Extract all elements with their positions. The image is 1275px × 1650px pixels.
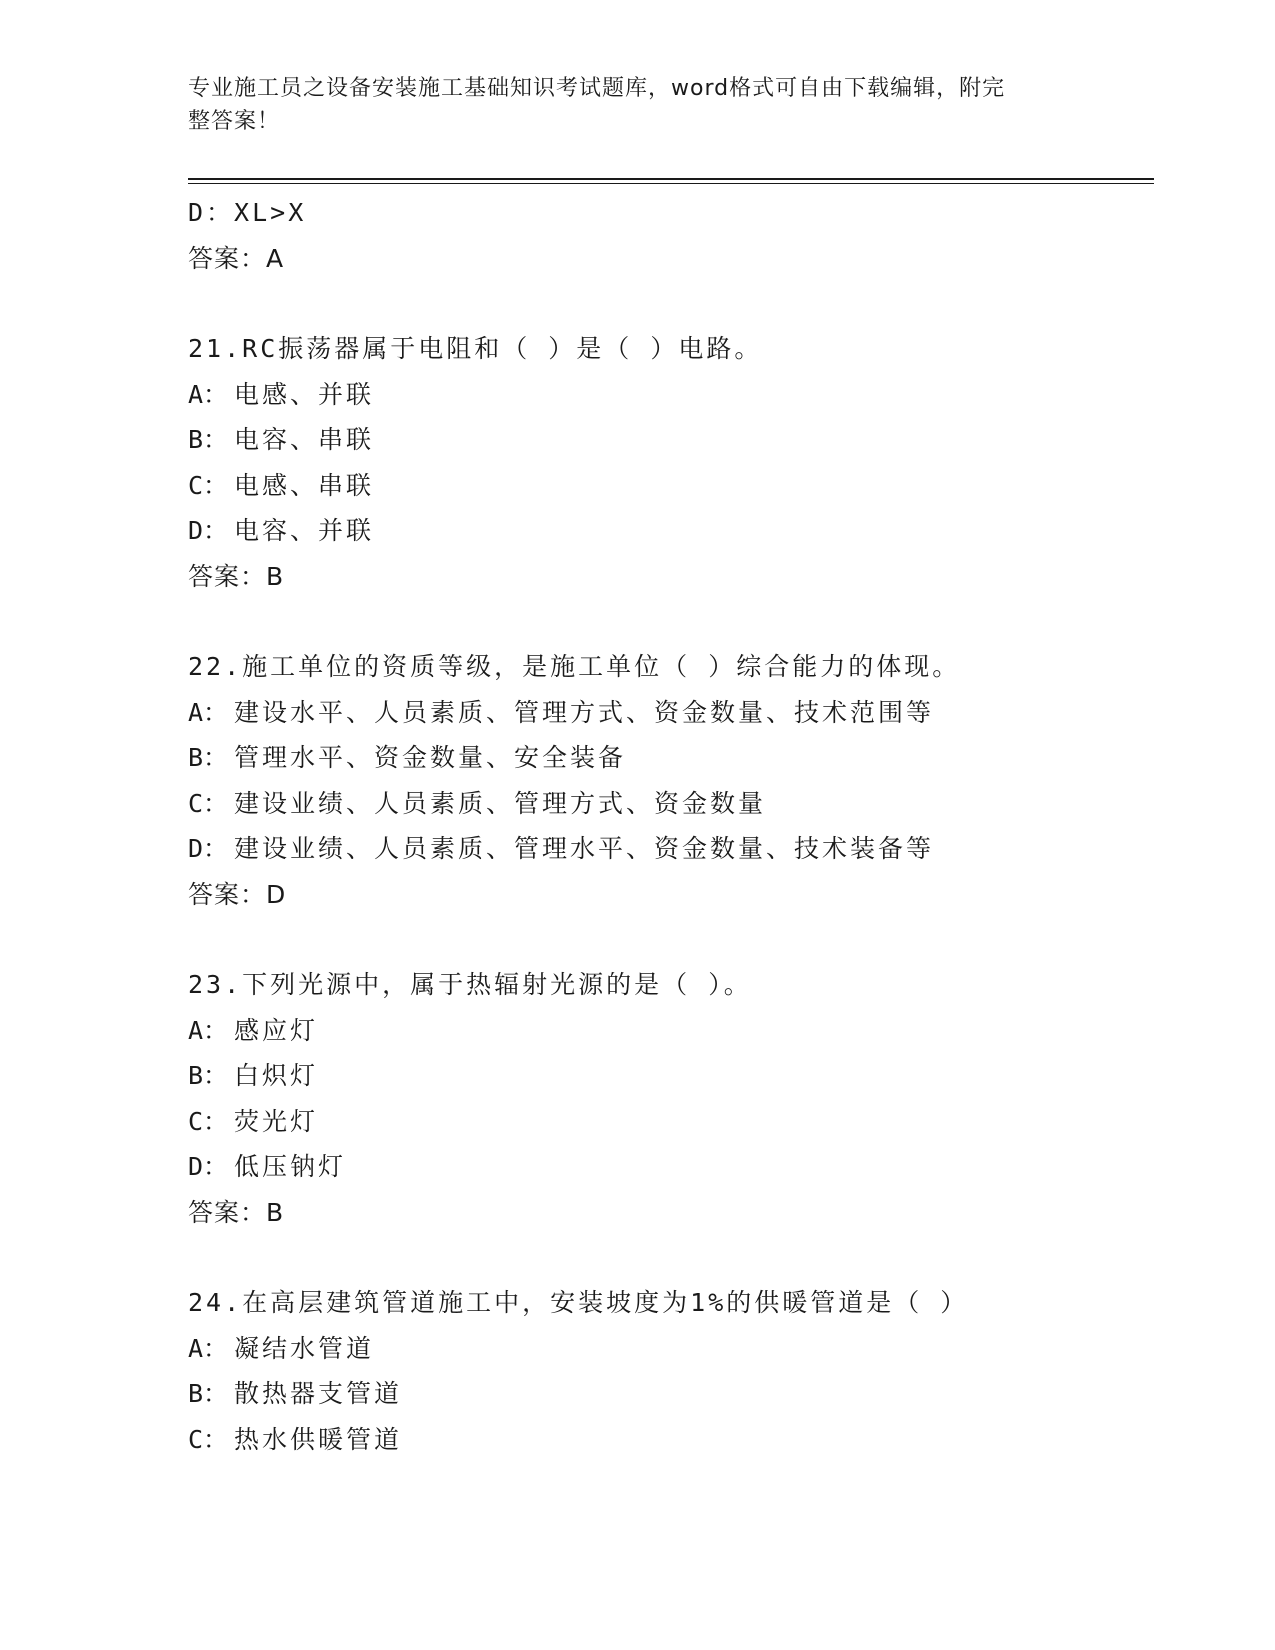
question-24 [188, 1280, 1148, 1462]
header-rule-thick [188, 178, 1154, 180]
continued-option-d: D：XL>X [188, 198, 307, 227]
option-letter: B： [188, 1061, 229, 1090]
option-text: 散热器支管道 [234, 1379, 403, 1408]
question-23 [188, 962, 1148, 1235]
option-text: 感应灯 [234, 1015, 319, 1045]
option-c [188, 463, 1148, 509]
option-letter: D： [188, 834, 229, 863]
question-stem: 21.RC振荡器属于电阻和（ ）是（ ）电路。 [188, 334, 763, 363]
spacer [188, 917, 1148, 962]
option-text: 管理水平、资金数量、安全装备 [234, 743, 627, 772]
option-text: 凝结水管道 [234, 1333, 375, 1363]
option-a [188, 690, 1148, 736]
spacer [188, 599, 1148, 644]
option-c [188, 1417, 1148, 1463]
option-text: 电感、并联 [234, 379, 375, 409]
question-stem: 23.下列光源中，属于热辐射光源的是（ ）。 [188, 970, 752, 999]
option-text: 白炽灯 [234, 1061, 319, 1090]
option-text: 低压钠灯 [234, 1152, 347, 1181]
option-a [188, 1326, 1148, 1372]
option-text: 电感、串联 [234, 470, 375, 500]
answer-line: 答案：B [188, 561, 285, 591]
answer-line: 答案：B [188, 1197, 285, 1227]
question-list [188, 190, 1148, 1462]
option-c [188, 781, 1148, 827]
option-a [188, 372, 1148, 418]
option-text: 建设水平、人员素质、管理方式、资金数量、技术范围等 [234, 697, 935, 727]
option-b [188, 1053, 1148, 1099]
option-letter: B： [188, 1379, 229, 1408]
answer-line: 答案：D [188, 879, 287, 909]
spacer [188, 1235, 1148, 1280]
question-stem: 24.在高层建筑管道施工中，安装坡度为1%的供暖管道是（ ） [188, 1288, 969, 1317]
header-line-1: 专业施工员之设备安装施工基础知识考试题库，word格式可自由下载编辑，附完 [188, 76, 1006, 101]
option-text: 建设业绩、人员素质、管理方式、资金数量 [234, 788, 767, 818]
continued-answer: 答案：A [188, 243, 285, 273]
document-header [188, 72, 1068, 138]
option-d [188, 508, 1148, 554]
option-text: 电容、并联 [234, 516, 375, 545]
header-line-2: 整答案！ [188, 109, 281, 134]
option-text: 热水供暖管道 [234, 1424, 403, 1454]
question-22 [188, 644, 1148, 917]
option-c [188, 1099, 1148, 1145]
option-letter: B： [188, 743, 229, 772]
option-letter: A： [188, 1015, 229, 1045]
option-letter: C： [188, 1424, 229, 1454]
option-letter: C： [188, 1106, 229, 1136]
option-letter: D： [188, 516, 229, 545]
option-letter: C： [188, 470, 229, 500]
option-text: 建设业绩、人员素质、管理水平、资金数量、技术装备等 [234, 834, 935, 863]
option-letter: B： [188, 425, 229, 454]
option-d [188, 826, 1148, 872]
option-letter: A： [188, 697, 229, 727]
option-b [188, 735, 1148, 781]
option-b [188, 1371, 1148, 1417]
option-text: 荧光灯 [234, 1106, 319, 1136]
option-text: 电容、串联 [234, 425, 375, 454]
option-a [188, 1008, 1148, 1054]
question-21 [188, 326, 1148, 599]
spacer [188, 281, 1148, 326]
question-stem: 22.施工单位的资质等级，是施工单位（ ）综合能力的体现。 [188, 652, 961, 681]
option-letter: A： [188, 379, 229, 409]
header-rule-thin [188, 183, 1154, 184]
option-b [188, 417, 1148, 463]
option-letter: D： [188, 1152, 229, 1181]
option-letter: A： [188, 1333, 229, 1363]
option-d [188, 1144, 1148, 1190]
option-letter: C： [188, 788, 229, 818]
